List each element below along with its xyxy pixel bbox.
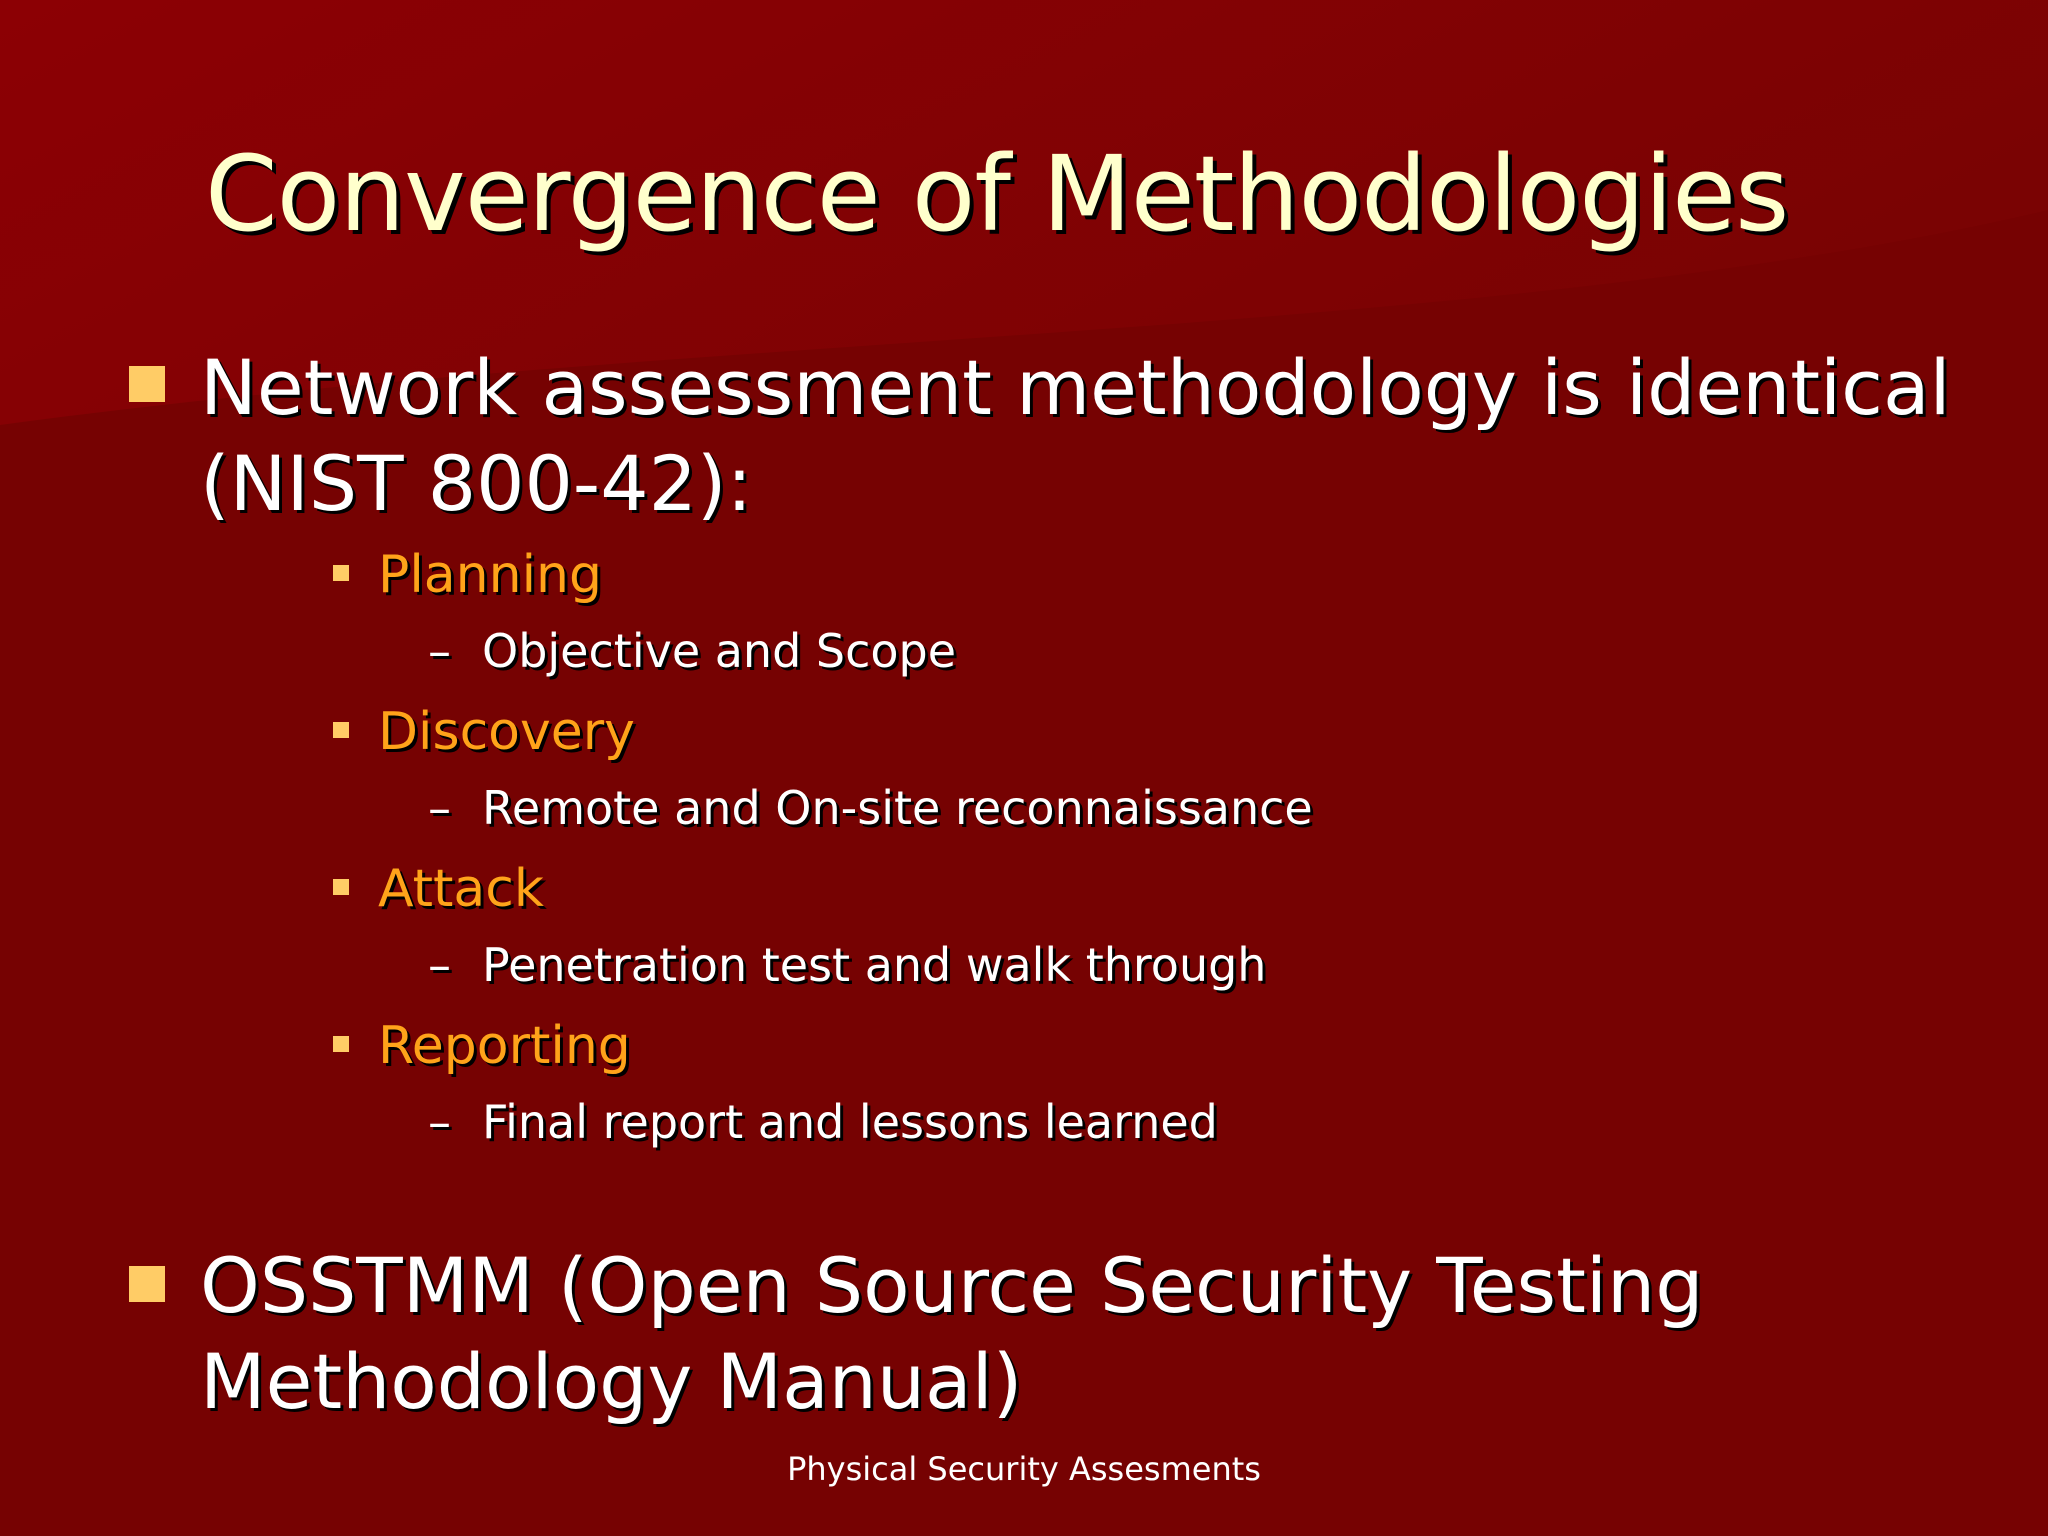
sub-bullet-square-icon (333, 879, 349, 895)
detail-text: Penetration test and walk through (482, 938, 1267, 992)
slide-footer: Physical Security Assesments (787, 1450, 1261, 1488)
sub-bullet-square-icon (333, 722, 349, 738)
detail-text: Remote and On-site reconnaissance (482, 781, 1313, 835)
subitem-attack: Attack (378, 859, 545, 919)
sub-bullet-square-icon (333, 1036, 349, 1052)
bullet-line: OSSTMM (Open Source Security Testing (200, 1241, 1704, 1330)
bullet-line: Methodology Manual) (200, 1337, 1023, 1426)
detail-text: Final report and lessons learned (482, 1095, 1218, 1149)
dash-glyph: – (428, 1095, 451, 1149)
detail-attack (428, 938, 1266, 993)
bullet-square-icon (129, 1266, 165, 1302)
detail-text: Objective and Scope (482, 624, 957, 678)
subitem-discovery: Discovery (378, 702, 635, 762)
dash-glyph: – (428, 624, 451, 678)
bullet-square-icon (129, 366, 165, 402)
detail-reporting (428, 1095, 1218, 1150)
bullet-network-assessment (200, 340, 1960, 532)
bullet-osstmm (200, 1238, 1960, 1430)
bullet-line: (NIST 800-42): (200, 439, 753, 528)
detail-planning (428, 624, 956, 679)
detail-discovery (428, 781, 1313, 836)
subitem-reporting: Reporting (378, 1016, 631, 1076)
subitem-planning: Planning (378, 545, 602, 605)
bullet-line: Network assessment methodology is identical (200, 343, 1951, 432)
sub-bullet-square-icon (333, 565, 349, 581)
dash-glyph: – (428, 938, 451, 992)
dash-glyph: – (428, 781, 451, 835)
slide-title: Convergence of Methodologies (205, 133, 1789, 255)
